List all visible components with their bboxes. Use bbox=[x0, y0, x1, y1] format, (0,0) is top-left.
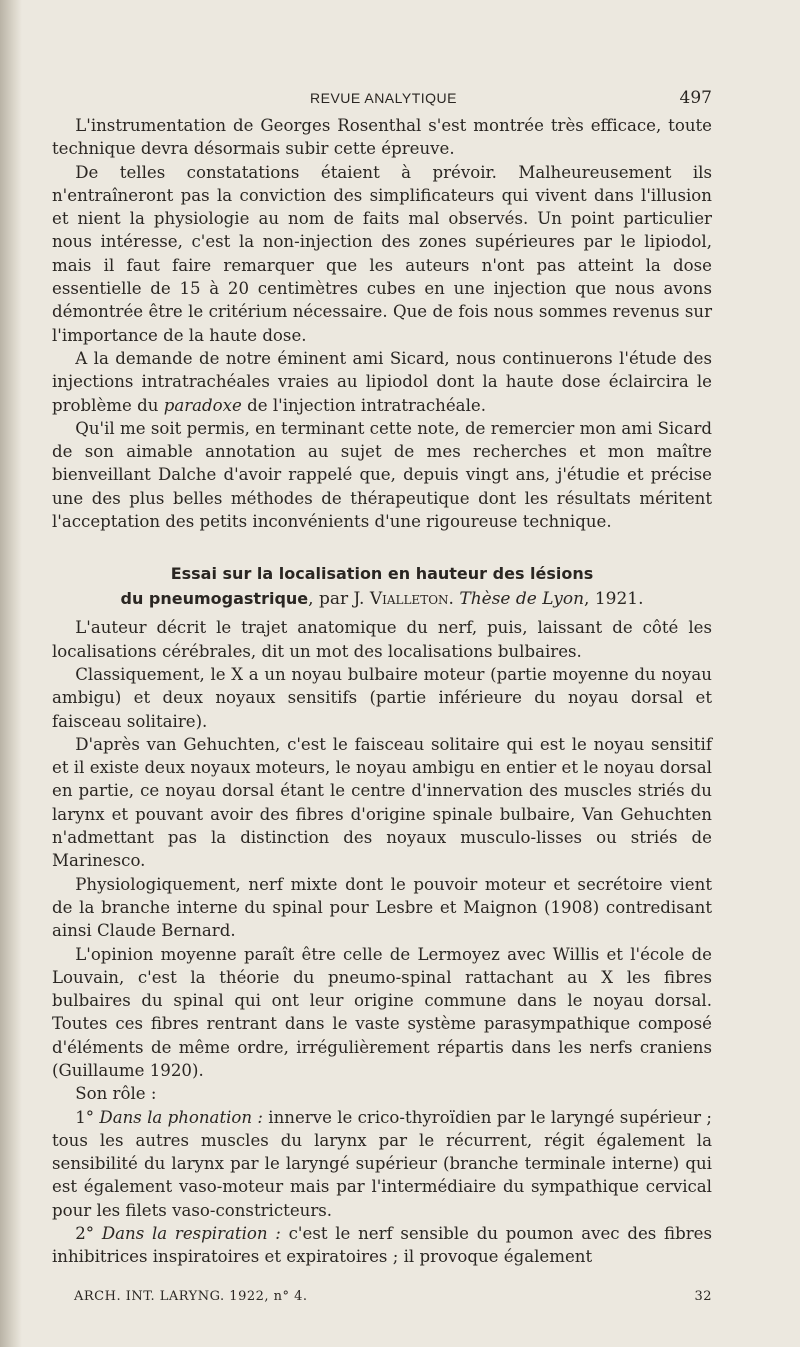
list-item-phonation: 1° Dans la phonation : innerve le crico-thyroïdien par le laryngé supérieur ; tous les autres muscles du larynx par le récurrent, régit également la sensibilité du larynx par le laryngé supérieur (branche terminale interne) qui est également vaso-moteur mais par l'intermédiaire du sympathique cervical pour les filets vaso-constricteurs. bbox=[52, 1107, 712, 1220]
article-author: Vialleton bbox=[369, 589, 449, 610]
paragraph: L'opinion moyenne paraît être celle de Lermoyez avec Willis et l'école de Louvain, c'est la théorie du pneumo-spinal rattachant au X les fibres bulbaires du spinal qui ont leur origine commune dans le noyau dorsal. Toutes ces fibres rentrant dans le vaste système parasympathique composé d'éléments de même ordre, irrégulièrement répartis dans les nerfs craniens (Guillaume 1920). bbox=[52, 944, 712, 1080]
paragraph: Physiologiquement, nerf mixte dont le pouvoir moteur et secrétoire vient de la branche interne du spinal pour Lesbre et Maignon (1908) contredisant ainsi Claude Bernard. bbox=[52, 874, 712, 941]
paragraph: L'auteur décrit le trajet anatomique du nerf, puis, laissant de côté les localisations cérébrales, dit un mot des localisations bulbaires. bbox=[52, 618, 712, 661]
journal-reference: ARCH. INT. LARYNG. 1922, n° 4. bbox=[74, 1288, 308, 1304]
paragraph: Son rôle : bbox=[75, 1084, 157, 1104]
list-item-respiration: 2° Dans la respiration : c'est le nerf sensible du poumon avec des fibres inhibitrices inspiratoires et expiratoires ; il provoque également bbox=[52, 1224, 712, 1267]
emphasis-paradoxe: paradoxe bbox=[163, 395, 242, 415]
page-footer bbox=[52, 1289, 712, 1311]
journal-page bbox=[52, 90, 712, 1311]
page-binding-shadow bbox=[0, 0, 22, 1347]
running-title: REVUE ANALYTIQUE bbox=[310, 90, 458, 106]
article-body bbox=[52, 616, 712, 1268]
article-heading bbox=[52, 561, 712, 612]
running-head bbox=[52, 90, 712, 114]
paragraph: Classiquement, le X a un noyau bulbaire moteur (partie moyenne du noyau ambigu) et deux noyaux sensitifs (partie inférieure du noyau dorsal et faisceau solitaire). bbox=[52, 664, 712, 731]
paragraph: Qu'il me soit permis, en terminant cette note, de remercier mon ami Sicard de son aimable annotation au sujet de mes recherches et mon maître bienveillant Dalche d'avoir rappelé que, depuis vingt ans, j'étudie et précise une des plus belles méthodes de thérapeutique dont les résultats méritent l'acceptation des petits inconvénients d'une rigoureuse technique. bbox=[52, 418, 712, 532]
article-title-line1: Essai sur la localisation en hauteur des lésions bbox=[170, 564, 594, 584]
paragraph: L'instrumentation de Georges Rosenthal s'est montrée très efficace, toute technique devra désormais subir cette épreuve. bbox=[52, 116, 712, 159]
previous-article-conclusion bbox=[52, 114, 712, 533]
paragraph: A la demande de notre éminent ami Sicard, nous continuerons l'étude des injections intratrachéales vraies au lipiodol dont la haute dose éclaircira le problème du paradoxe de l'injection intratrachéale. bbox=[52, 348, 712, 415]
paragraph: D'après van Gehuchten, c'est le faisceau solitaire qui est le noyau sensitif et il existe deux noyaux moteurs, le noyau ambigu en entier et le noyau dorsal en partie, ce noyau dorsal étant le centre d'innervation des muscles striés du larynx et pouvant avoir des fibres d'origine spinale bulbaire, Van Gehuchten n'admettant pas la distinction des noyaux musculo-lisses ou striés de Marinesco. bbox=[52, 734, 712, 871]
signature-mark: 32 bbox=[694, 1288, 712, 1304]
thesis-reference: Thèse de Lyon bbox=[459, 589, 585, 610]
page-number: 497 bbox=[679, 88, 712, 108]
article-title-line2: du pneumogastrique, par J. Vialleton. Thèse de Lyon, 1921. bbox=[120, 589, 644, 610]
paragraph: De telles constatations étaient à prévoir. Malheureusement ils n'entraîneront pas la conviction des simplificateurs qui vivent dans l'illusion et nient la physiologie au nom de faits mal observés. Un point particulier nous intéresse, c'est la non-injection des zones supérieures par le lipiodol, mais il faut faire remarquer que les auteurs n'ont pas atteint la dose essentielle de 15 à 20 centimètres cubes en une injection que nous avons démontrée être le critérium nécessaire. Que de fois nous sommes revenus sur l'importance de la haute dose. bbox=[52, 162, 712, 345]
